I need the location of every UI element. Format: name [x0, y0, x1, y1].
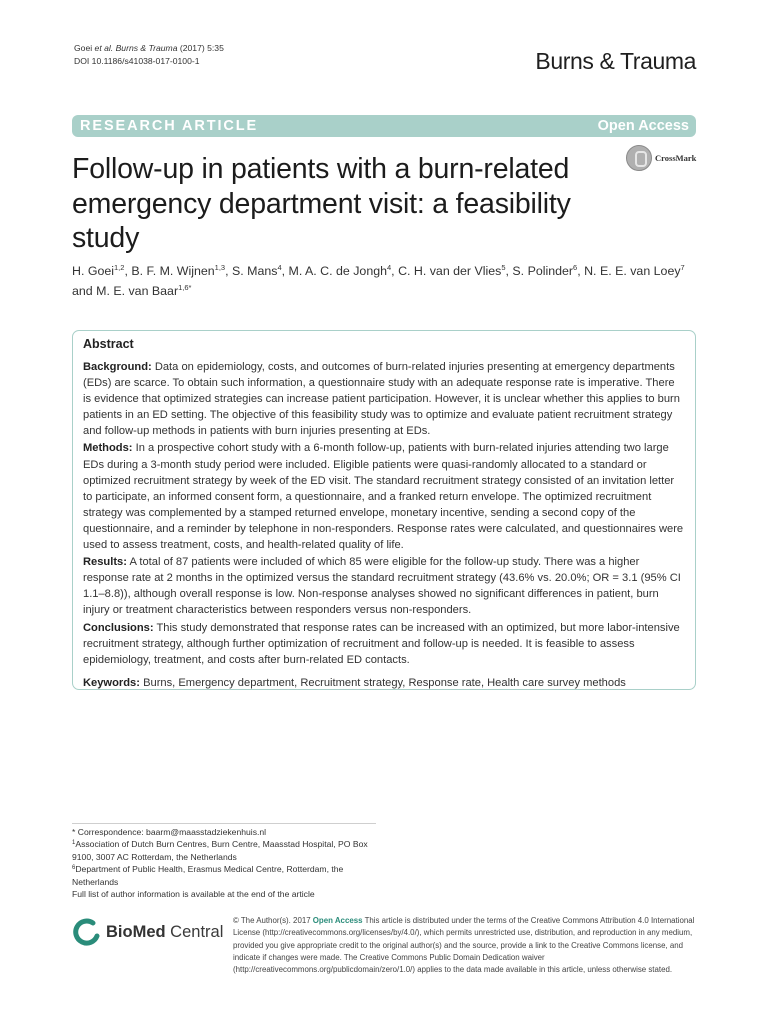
crossmark-icon	[626, 145, 652, 171]
author: S. Mans$^4$,	[231, 263, 289, 278]
author-affiliation: 7	[680, 263, 685, 272]
author-affiliation: 4	[277, 263, 282, 272]
abstract-results: Results: A total of 87 patients were included of which 85 were eligible for the follow-up study. There was a higher response rate at 2 months in the optimized versus the standard recruitment strategy (43.6% vs. 20.0%; OR = 3.1 (95% CI 1.1–8.8)), although overall response is low. Non-response analyses showed no significant differences in patient, burn injury or treatment characteristics between responders versus non-responders.	[83, 556, 681, 617]
author-info-note: Full list of author information is available at the end of the article	[72, 889, 315, 900]
author-affiliation: 1,6*	[178, 282, 192, 292]
article-citation	[74, 42, 224, 67]
affiliation-6: $^6$Department of Public Health, Erasmus Medical Centre, Rotterdam, the Netherlands	[72, 864, 344, 887]
citation-journal: et al. Burns & Trauma	[94, 43, 178, 53]
abstract-body	[83, 359, 685, 691]
article-type-label: RESEARCH ARTICLE	[80, 118, 259, 134]
author: S. Polinder$^6$,	[512, 263, 585, 278]
author: M. A. C. de Jongh$^4$,	[288, 263, 399, 278]
crossmark-badge[interactable]	[626, 145, 698, 173]
author-affiliation: 6	[573, 263, 578, 272]
abstract-methods: Methods: In a prospective cohort study with a 6-month follow-up, patients with burn-related injuries attending two large EDs during a 3-month study period were included. Eligible patients were quasi-randomly allocated to a standard or optimized recruitment strategy by week of the ED visit. The standard recruitment strategy consisted of an invitation letter to participate, an informed consent form, a questionnaire, and a franked return envelope. The optimized recruitment strategy was complemented by a stamped returned envelope, monetary incentive, sending a second copy of the questionnaire, and a reminder by telephone in non-responders. Response rates were calculated, and questionnaires were used to assess treatment, costs, and health-related quality of life.	[83, 442, 684, 552]
author-list	[72, 262, 692, 301]
open-access-link: Open Access	[312, 916, 363, 925]
author-affiliation: 5	[501, 263, 506, 272]
footnote-divider	[72, 823, 376, 824]
author: B. F. M. Wijnen$^{1,3}$,	[131, 263, 232, 278]
author-affiliation: 4	[387, 263, 392, 272]
citation-volume: (2017) 5:35	[177, 43, 224, 53]
author-affiliation: 1,2	[114, 263, 125, 272]
author: N. E. E. van Loey$^7$ and	[72, 263, 685, 298]
correspondence-note[interactable]: * Correspondence: baarm@maasstadziekenhuis.nl	[72, 827, 267, 837]
author-affiliation: 1,3	[214, 263, 226, 272]
footnotes	[72, 826, 382, 900]
license-statement: © The Author(s). 2017 Open Access This article is distributed under the terms of the Creative Commons Attribution 4.0 International License (http://creativecommons.org/licenses/by/4.0/), which permits unrestricted use, distribution, and reproduction in any medium, provided you give appropriate credit to the original author(s) and the source, provide a link to the Creative Commons license, and indicate if changes were made. The Creative Commons Public Domain Dedication waiver (http://creativecommons.org/publicdomain/zero/1.0/) applies to the data made available in this article, unless otherwise stated.	[233, 916, 695, 975]
article-title: Follow-up in patients with a burn-related emergency department visit: a feasibility study	[72, 153, 571, 254]
author: H. Goei$^{1,2}$,	[72, 263, 132, 278]
article-type-banner	[72, 115, 696, 137]
affiliation-1: $^1$Association of Dutch Burn Centres, Burn Centre, Maasstad Hospital, PO Box 9100, 3007 AC Rotterdam, the Netherlands	[72, 839, 368, 862]
abstract-keywords: Keywords: Burns, Emergency department, Recruitment strategy, Response rate, Health care survey methods	[83, 676, 626, 689]
abstract-box	[72, 330, 696, 690]
abstract-conclusions: Conclusions: This study demonstrated that response rates can be increased with an optimized, but more labor-intensive recruitment strategy, although further optimization of recruitment and follow-up is needed. It is feasible to assess epidemiology, treatment, and costs after burn-related ED contacts.	[83, 621, 680, 666]
publisher-logo	[72, 916, 222, 952]
crossmark-label: CrossMark	[655, 153, 697, 163]
author: M. E. van Baar$^{1,6*}$	[96, 282, 192, 298]
citation-authors: Goei	[74, 43, 95, 53]
open-access-label: Open Access	[597, 118, 689, 134]
abstract-background: Background: Data on epidemiology, costs, and outcomes of burn-related injuries presenting at emergency departments (EDs) are scarce. To obtain such information, a questionnaire study with an adequate response rate is imperative. There is evidence that optimized strategies can increase patient participation. However, it is unclear whether this applies to burn patients in an ED setting. The objective of this feasibility study was to optimize and evaluate patient recruitment strategy and follow-up methods in patients with burn injuries presenting at EDs.	[83, 361, 680, 438]
biomed-central-logo-icon	[72, 918, 102, 948]
journal-name: Burns & Trauma	[535, 48, 696, 74]
publisher-name: BioMed Central	[106, 923, 224, 941]
doi[interactable]: DOI 10.1186/s41038-017-0100-1	[74, 55, 200, 66]
abstract-heading: Abstract	[83, 337, 134, 351]
author: C. H. van der Vlies$^5$,	[398, 263, 513, 278]
